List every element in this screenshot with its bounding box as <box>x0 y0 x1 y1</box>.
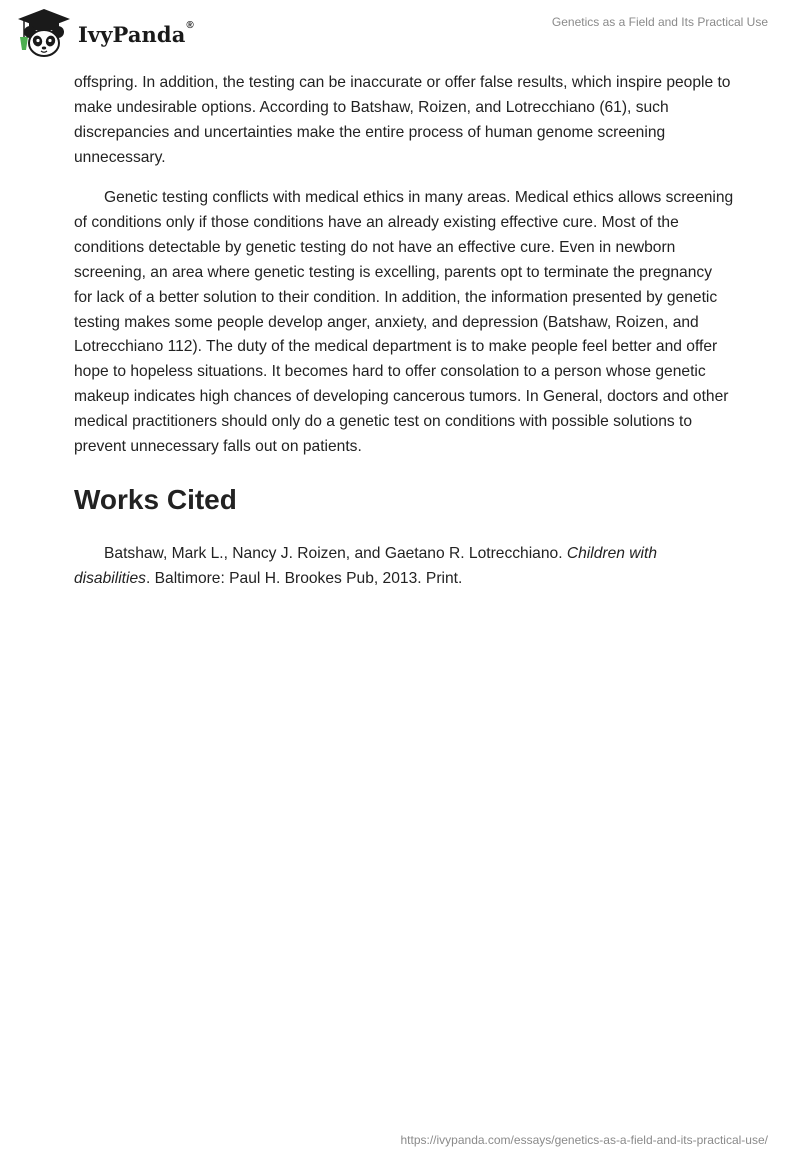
essay-body <box>74 71 734 591</box>
logo-wordmark: IvyPanda® <box>78 19 194 47</box>
page-header <box>0 0 800 64</box>
panda-graduation-cap-icon <box>16 8 72 58</box>
ivypanda-logo[interactable] <box>16 8 194 58</box>
running-title: Genetics as a Field and Its Practical Use <box>551 15 768 29</box>
paragraph-medical-ethics: Genetic testing conflicts with medical ethics in many areas. Medical ethics allows screening of conditions only if those conditions have an already existing effective cure. Most of the conditions detectable by genetic testing do not have an effective cure. Even in newborn screening, an area where genetic testing is excelling, parents opt to terminate the pregnancy for lack of a better solution to their condition. In addition, the information presented by genetic testing makes some people develop anger, anxiety, and depression (Batshaw, Roizen, and Lotrecchiano 112). The duty of the medical department is to make people feel better and offer hope to hopeless situations. It becomes hard to offer consolation to a person whose genetic makeup indicates high chances of developing cancerous tumors. In General, doctors and other medical practitioners should only do a genetic test on conditions with possible solutions to prevent unnecessary falls out on patients. <box>74 189 734 455</box>
citation-publication: . Baltimore: Paul H. Brookes Pub, 2013. Print. <box>145 569 463 587</box>
works-cited-heading: Works Cited <box>74 483 237 515</box>
registered-mark: ® <box>186 19 194 31</box>
citation-entry <box>74 542 734 592</box>
citation-title: Children with disabilities <box>74 544 657 587</box>
paragraph-continued: offspring. In addition, the testing can be inaccurate or offer false results, which inspire people to make undesirable options. According to Batshaw, Roizen, and Lotrecchiano (61), such discrepancies and uncertainties make the entire process of human genome screening unnecessary. <box>74 74 731 166</box>
citation-authors: Batshaw, Mark L., Nancy J. Roizen, and Gaetano R. Lotrecchiano. <box>104 544 567 562</box>
footer-url-link[interactable]: https://ivypanda.com/essays/genetics-as-a-field-and-its-practical-use/ <box>400 1133 768 1147</box>
